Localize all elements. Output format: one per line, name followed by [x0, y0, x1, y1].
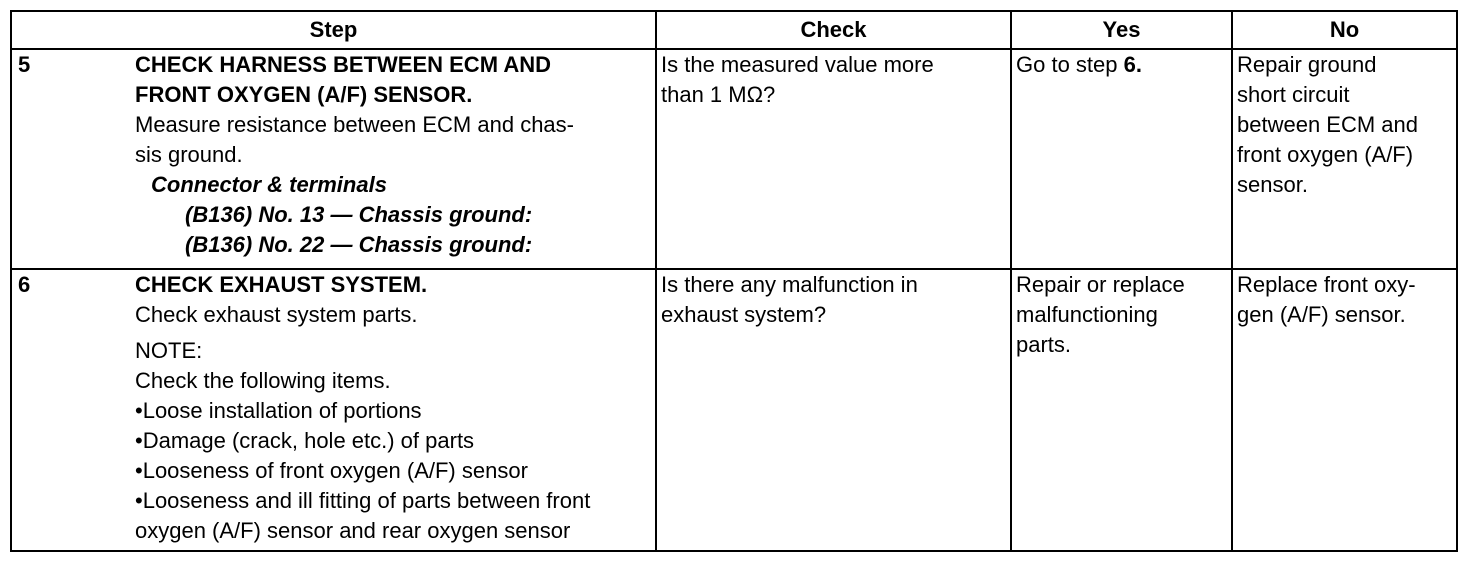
- table-row-5: [11, 49, 1457, 269]
- no-cell-5: [1232, 49, 1457, 269]
- step-title: CHECK HARNESS BETWEEN ECM AND: [135, 52, 551, 77]
- check-cell-6: [656, 269, 1011, 551]
- check-cell-5: [656, 49, 1011, 269]
- header-yes: Yes: [1011, 11, 1232, 49]
- no-text: short circuit: [1237, 82, 1350, 107]
- step-description: Measure resistance between ECM and chas-: [135, 112, 574, 137]
- step-cell-5: [11, 49, 656, 269]
- step-description: Check exhaust system parts.: [135, 302, 418, 327]
- header-no: No: [1232, 11, 1457, 49]
- yes-cell-5: [1011, 49, 1232, 269]
- check-text-cont: exhaust system?: [661, 302, 827, 327]
- step-description-cont: sis ground.: [135, 142, 243, 167]
- note-item: oxygen (A/F) sensor and rear oxygen sensor: [135, 518, 571, 543]
- check-text: Is the measured value more: [661, 52, 934, 77]
- note-label: NOTE:: [135, 338, 203, 363]
- yes-text: Repair or replace: [1016, 272, 1185, 297]
- no-text: sensor.: [1237, 172, 1308, 197]
- step-cell-6: [11, 269, 656, 551]
- yes-text: [1016, 50, 1227, 80]
- header-check: Check: [656, 11, 1011, 49]
- step-number: 5: [18, 52, 31, 77]
- no-cell-6: [1232, 269, 1457, 551]
- no-text: Repair ground: [1237, 52, 1377, 77]
- note-item: •Damage (crack, hole etc.) of parts: [135, 428, 475, 453]
- yes-step-ref: 6.: [1123, 52, 1142, 77]
- check-text: Is there any malfunction in: [661, 272, 918, 297]
- no-text: Replace front oxy-: [1237, 272, 1416, 297]
- yes-prefix: Go to step: [1016, 52, 1124, 77]
- no-text: between ECM and: [1237, 112, 1418, 137]
- step-number: 6: [18, 272, 31, 297]
- note-item: •Looseness of front oxygen (A/F) sensor: [135, 458, 528, 483]
- yes-text: parts.: [1016, 332, 1072, 357]
- step-title-cont: FRONT OXYGEN (A/F) SENSOR.: [135, 82, 473, 107]
- check-text-cont: than 1 MΩ?: [661, 82, 776, 107]
- connector-label: Connector & terminals: [151, 172, 387, 197]
- yes-text: malfunctioning: [1016, 302, 1158, 327]
- diagnostic-table: [10, 10, 1458, 552]
- terminal-spec: (B136) No. 13 — Chassis ground:: [185, 202, 533, 227]
- yes-cell-6: [1011, 269, 1232, 551]
- terminal-spec: (B136) No. 22 — Chassis ground:: [185, 232, 533, 257]
- header-row: [11, 11, 1457, 49]
- note-item: •Looseness and ill fitting of parts between front: [135, 488, 591, 513]
- note-intro: Check the following items.: [135, 368, 391, 393]
- step-title: CHECK EXHAUST SYSTEM.: [135, 272, 428, 297]
- table-row-6: [11, 269, 1457, 551]
- no-text: gen (A/F) sensor.: [1237, 302, 1406, 327]
- no-text: front oxygen (A/F): [1237, 142, 1414, 167]
- note-item: •Loose installation of portions: [135, 398, 422, 423]
- header-step: Step: [11, 11, 656, 49]
